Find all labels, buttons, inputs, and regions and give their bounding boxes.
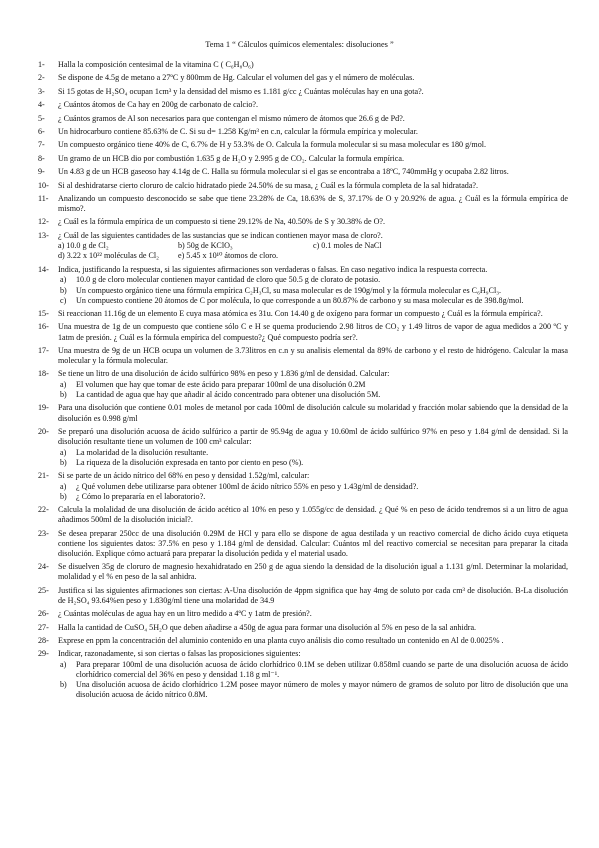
problem-number: 2- <box>38 73 45 83</box>
problem-text: Se disuelven 35g de cloruro de magnesio hexahidratado en 250 g de agua siendo la densidad de la disolución igual a 1.131 g/ml. Determinar la molaridad, molalidad y el % en peso de la sal anhidra. <box>58 562 568 582</box>
problem-item <box>38 114 568 124</box>
problem-body <box>58 167 568 177</box>
problem-text: Se preparó una disolución acuosa de ácido sulfúrico a partir de 95.94g de agua y 10.60ml de ácido sulfúrico 97% en peso y 1.84 g/ml de densidad. Si la disolución resultante tiene un volumen de 100 cm³ calcular: <box>58 426 568 447</box>
subquestion-text: El volumen que hay que tomar de este ácido para preparar 100ml de una disolución 0.2M <box>76 379 366 389</box>
problem-number: 1- <box>38 60 45 69</box>
problem-item <box>38 609 568 619</box>
subquestion-item <box>58 482 568 492</box>
problem-item <box>38 529 568 559</box>
problem-text: Calcula la molalidad de una disolución de ácido acético al 10% en peso y 1.055g/cc de densidad. ¿ Qué % en peso de ácido tendremos si a un litro de agua añadimos 500ml de la disolución inicial?. <box>58 505 568 525</box>
problem-item <box>38 127 568 137</box>
problem-text: ¿ Cuál es la fórmula empírica de un compuesto si tiene 29.12% de Na, 40.50% de S y 30.38% de O?. <box>58 217 386 227</box>
problem-body <box>58 140 568 150</box>
problem-number: 5- <box>38 113 45 123</box>
problem-number: 8- <box>38 153 45 163</box>
problem-number: 21- <box>38 471 49 481</box>
problem-item <box>38 322 568 342</box>
subquestion-item <box>58 275 568 285</box>
subquestion-label: b) <box>60 457 67 467</box>
problem-text: ¿ Cuántos átomos de Ca hay en 200g de carbonato de calcio?. <box>58 100 259 110</box>
problem-text: Se desea preparar 250cc de una disolución 0.29M de HCl y para ello se dispone de agua destilada y un reactivo comercial de dicho ácido cuya etiqueta contiene los siguientes datos: 37.5% en peso y 1.184 g/ml de densidad. Calcular: Cuántos ml del reactivo comercial se necesitan para preparar la citada disolución. Explique cómo actuará para preparar la disolución pedida y el material usado. <box>58 528 568 558</box>
problem-number: 20- <box>38 426 49 436</box>
subquestion-item <box>58 660 568 680</box>
problem-number: 14- <box>38 264 49 274</box>
subquestion-item <box>58 296 568 306</box>
problem-body <box>58 623 568 633</box>
problem-body <box>58 505 568 525</box>
problem-number: 7- <box>38 140 45 150</box>
problem-item <box>38 505 568 525</box>
problem-item <box>38 403 568 423</box>
problem-body <box>58 73 568 83</box>
problem-body <box>58 100 568 110</box>
option-item: b) 50g de KClO₃ <box>178 241 233 251</box>
problem-body <box>58 649 568 700</box>
problem-text: Analizando un compuesto desconocido se sabe que tiene 23.28% de Ca, 18.63% de S, 37.17% de O y 20.92% de agua. ¿ Cuál es la fórmula empírica de mismo?. <box>58 193 568 213</box>
problem-body <box>58 154 568 164</box>
subquestion-text: Para preparar 100ml de una disolución acuosa de ácido clorhídrico 0.1M se deben utilizar 0.858ml cuando se parte de una disolución acuosa de ácido clorhídrico comercial del 36% en peso y densidad 1.18 g ml⁻¹. <box>76 660 568 680</box>
problem-body <box>58 609 568 619</box>
problem-item <box>38 60 568 70</box>
document-title: Tema 1 “ Cálculos químicos elementales: disoluciones ” <box>205 40 394 49</box>
subquestion-text: La riqueza de la disolución expresada en tanto por ciento en peso (%). <box>76 457 304 467</box>
problem-text: Indica, justificando la respuesta, si las siguientes afirmaciones son verdaderas o falsas. En caso negativo indica la respuesta correcta. <box>58 264 488 274</box>
problem-item <box>38 217 568 227</box>
problem-item <box>38 309 568 319</box>
problem-body <box>58 231 568 262</box>
problem-text: Halla la composición centesimal de la vitamina C ( C₆H₈O₆) <box>58 60 254 69</box>
problem-number: 12- <box>38 217 49 227</box>
problem-number: 26- <box>38 609 49 619</box>
subquestion-item <box>58 458 568 468</box>
problem-text: Una muestra de 9g de un HCB ocupa un volumen de 3.73litros en c.n y su analisis elemental da 89% de carbono y el resto de hidrógeno. Calcular la masa molecular y la fórmula molecular. <box>58 345 568 365</box>
problem-item <box>38 346 568 366</box>
problem-number: 29- <box>38 649 49 659</box>
problem-text: Si 15 gotas de H₂SO₄ ocupan 1cm³ y la densidad del mismo es 1.181 g/cc ¿ Cuántas moléculas hay en una gota?. <box>58 86 424 96</box>
problem-body <box>58 529 568 559</box>
problem-item <box>38 73 568 83</box>
problem-item <box>38 562 568 582</box>
problem-body <box>58 60 568 70</box>
problem-body <box>58 562 568 582</box>
problem-text: Indicar, razonadamente, si son ciertas o falsas las proposiciones siguientes: <box>58 649 301 659</box>
problem-text: Un gramo de un HCB dio por combustión 1.635 g de H₂O y 2.995 g de CO₂. Calcular la formula empírica. <box>58 153 404 163</box>
problem-text: Una muestra de 1g de un compuesto que contiene sólo C e H se quema produciendo 2.98 litros de CO₂ y 1.49 litros de vapor de agua medidos a 200 ºC y 1atm de presión. ¿ Cuál es la fórmula empírica del compuesto?¿ Qué compuesto podría ser?. <box>58 322 568 342</box>
problem-text: Si se parte de un ácido nítrico del 68% en peso y densidad 1.52g/ml, calcular: <box>58 471 310 481</box>
problem-body <box>58 346 568 366</box>
problem-body <box>58 265 568 306</box>
problem-item <box>38 586 568 606</box>
problem-item <box>38 369 568 400</box>
problem-number: 24- <box>38 562 49 572</box>
problem-body <box>58 194 568 214</box>
problem-number: 3- <box>38 86 45 96</box>
problem-item <box>38 231 568 262</box>
problem-number: 15- <box>38 309 49 319</box>
subquestion-label: b) <box>60 285 67 295</box>
problem-body <box>58 217 568 227</box>
option-item: e) 5.45 x 10¹⁰ átomos de cloro. <box>178 251 279 261</box>
problem-text: Exprese en ppm la concentración del aluminio contenido en una planta cuyo análisis dio como resultado un contenido en Al de 0.0025% . <box>58 636 504 646</box>
problem-text: Si reaccionan 11.16g de un elemento E cuya masa atómica es 31u. Con 14.40 g de oxígeno para formar un compuesto ¿ Cuál es la fórmula empírica?. <box>58 309 543 319</box>
subquestion-label: a) <box>60 447 67 457</box>
problem-body <box>58 322 568 342</box>
problem-number: 27- <box>38 622 49 632</box>
problem-number: 11- <box>38 193 49 203</box>
problem-item <box>38 194 568 214</box>
problem-text: ¿ Cuál de las siguientes cantidades de las sustancias que se indican contienen mayor masa de cloro?. <box>58 230 383 240</box>
problem-body <box>58 403 568 423</box>
problem-body <box>58 127 568 137</box>
problem-text: ¿ Cuántas moléculas de agua hay en un litro medido a 4ºC y 1atm de presión?. <box>58 609 312 619</box>
subquestion-label: a) <box>60 481 67 491</box>
subquestion-item <box>58 680 568 700</box>
subquestion-item <box>58 390 568 400</box>
problem-number: 16- <box>38 322 49 332</box>
problem-text: Si al deshidratarse cierto cloruro de calcio hidratado piede 24.50% de su masa, ¿ Cuál es la fórmula completa de la sal hidratada?. <box>58 180 479 190</box>
problem-body <box>58 309 568 319</box>
subquestion-label: b) <box>60 680 67 690</box>
problem-item <box>38 471 568 502</box>
problem-item <box>38 87 568 97</box>
problem-text: Para una disolución que contiene 0.01 moles de metanol por cada 100ml de disolución calcule su molaridad y fracción molar sabiendo que la densidad de la disolución es 0.998 g/ml <box>58 403 568 423</box>
subquestion-label: a) <box>60 379 67 389</box>
problem-item <box>38 140 568 150</box>
subquestion-item <box>58 286 568 296</box>
subquestion-text: Una disolución acuosa de ácido clorhídrico 1.2M posee mayor número de moles y mayor número de gramos de soluto por litro de disolución que una disolución acuosa de ácido nítrico 0.8M. <box>76 680 568 700</box>
problem-text: Se dispone de 4.5g de metano a 27ºC y 800mm de Hg. Calcular el volumen del gas y el número de moléculas. <box>58 73 415 83</box>
problem-number: 28- <box>38 636 49 646</box>
subquestion-text: La cantidad de agua que hay que añadir al ácido concentrado para obtener una disolución 5M. <box>76 390 381 400</box>
problem-number: 22- <box>38 505 49 515</box>
subquestion-list <box>58 660 568 700</box>
option-item: d) 3.22 x 10²² moléculas de Cl₂ <box>58 251 159 261</box>
problem-item <box>38 181 568 191</box>
problem-body <box>58 87 568 97</box>
option-grid <box>58 241 568 261</box>
subquestion-item <box>58 448 568 458</box>
subquestion-list <box>58 448 568 468</box>
problem-body <box>58 427 568 468</box>
subquestion-label: c) <box>60 295 67 305</box>
subquestion-item <box>58 492 568 502</box>
problem-text: ¿ Cuántos gramos de Al son necesarios para que contengan el mismo número de átomos que 26.6 g de Pd?. <box>58 113 405 123</box>
problem-number: 23- <box>38 528 49 538</box>
problem-body <box>58 181 568 191</box>
problem-body <box>58 471 568 502</box>
problem-text: Un hidrocarburo contiene 85.63% de C. Si su d= 1.258 Kg/m³ en c.n, calcular la fórmula empírica y molecular. <box>58 126 418 136</box>
subquestion-label: b) <box>60 491 67 501</box>
problem-number: 4- <box>38 100 45 110</box>
problem-number: 18- <box>38 369 49 379</box>
problem-body <box>58 586 568 606</box>
problem-body <box>58 636 568 646</box>
problem-text: Justifica si las siguientes afirmaciones son ciertas: A-Una disolución de 4ppm significa que hay 4mg de soluto por cada cm³ de disolución. B-La disolución de H₂SO₄ 93.64%en peso y 1.830g/ml tiene una molaridad de 34.9 <box>58 585 568 605</box>
subquestion-text: 10.0 g de cloro molecular contienen mayor cantidad de cloro que 50.5 g de clorato de potasio. <box>76 275 381 285</box>
problem-number: 25- <box>38 585 49 595</box>
subquestion-list <box>58 380 568 400</box>
subquestion-item <box>58 380 568 390</box>
option-item: c) 0.1 moles de NaCl <box>313 241 382 251</box>
problem-number: 19- <box>38 403 49 413</box>
problem-item <box>38 100 568 110</box>
problem-number: 9- <box>38 167 45 177</box>
option-item: a) 10.0 g de Cl₂ <box>58 241 109 251</box>
problem-item <box>38 427 568 468</box>
subquestion-label: b) <box>60 390 67 400</box>
problem-item <box>38 154 568 164</box>
problem-item <box>38 649 568 700</box>
problem-text: Se tiene un litro de una disolución de ácido sulfúrico 98% en peso y 1.836 g/ml de densidad. Calcular: <box>58 369 390 379</box>
problem-item <box>38 623 568 633</box>
problem-number: 6- <box>38 126 45 136</box>
subquestion-list <box>58 275 568 305</box>
problem-text: Halla la cantidad de CuSO₄ 5H₂O que deben añadirse a 450g de agua para formar una disolución al 5% en peso de la sal anhidra. <box>58 622 477 632</box>
subquestion-text: Un compuesto orgánico tiene una fórmula empírica C₂H₃Cl, su masa molecular es de 190g/mol y la fórmula molecular es C₆H₉Cl₃. <box>76 285 502 295</box>
problem-number: 17- <box>38 345 49 355</box>
problem-list <box>38 60 568 704</box>
problem-body <box>58 369 568 400</box>
problem-text: Un 4.83 g de un HCB gaseoso hay 4.14g de C. Halla su fórmula molecular si el gas se encontraba a 18ºC, 740mmHg y ocupaba 2.82 litros. <box>58 167 509 177</box>
problem-number: 10- <box>38 180 49 190</box>
problem-item <box>38 167 568 177</box>
subquestion-list <box>58 482 568 502</box>
problem-item <box>38 636 568 646</box>
subquestion-text: ¿ Cómo lo prepararía en el laboratorio?. <box>76 491 206 501</box>
problem-number: 13- <box>38 230 49 240</box>
problem-text: Un compuesto orgánico tiene 40% de C, 6.7% de H y 53.3% de O. Calcula la formula molecular si su masa molecular es 180 g/mol. <box>58 140 487 150</box>
subquestion-text: ¿ Qué volumen debe utilizarse para obtener 100ml de ácido nítrico 55% en peso y 1.43g/ml de densidad?. <box>76 481 419 491</box>
problem-item <box>38 265 568 306</box>
subquestion-label: a) <box>60 660 67 669</box>
problem-body <box>58 114 568 124</box>
subquestion-text: Un compuesto contiene 20 átomos de C por molécula, lo que corresponde a un 80.87% de carbono y su masa molecular es de 398.8g/mol. <box>76 295 524 305</box>
subquestion-label: a) <box>60 275 67 285</box>
subquestion-text: La molaridad de la disolución resultante. <box>76 447 209 457</box>
